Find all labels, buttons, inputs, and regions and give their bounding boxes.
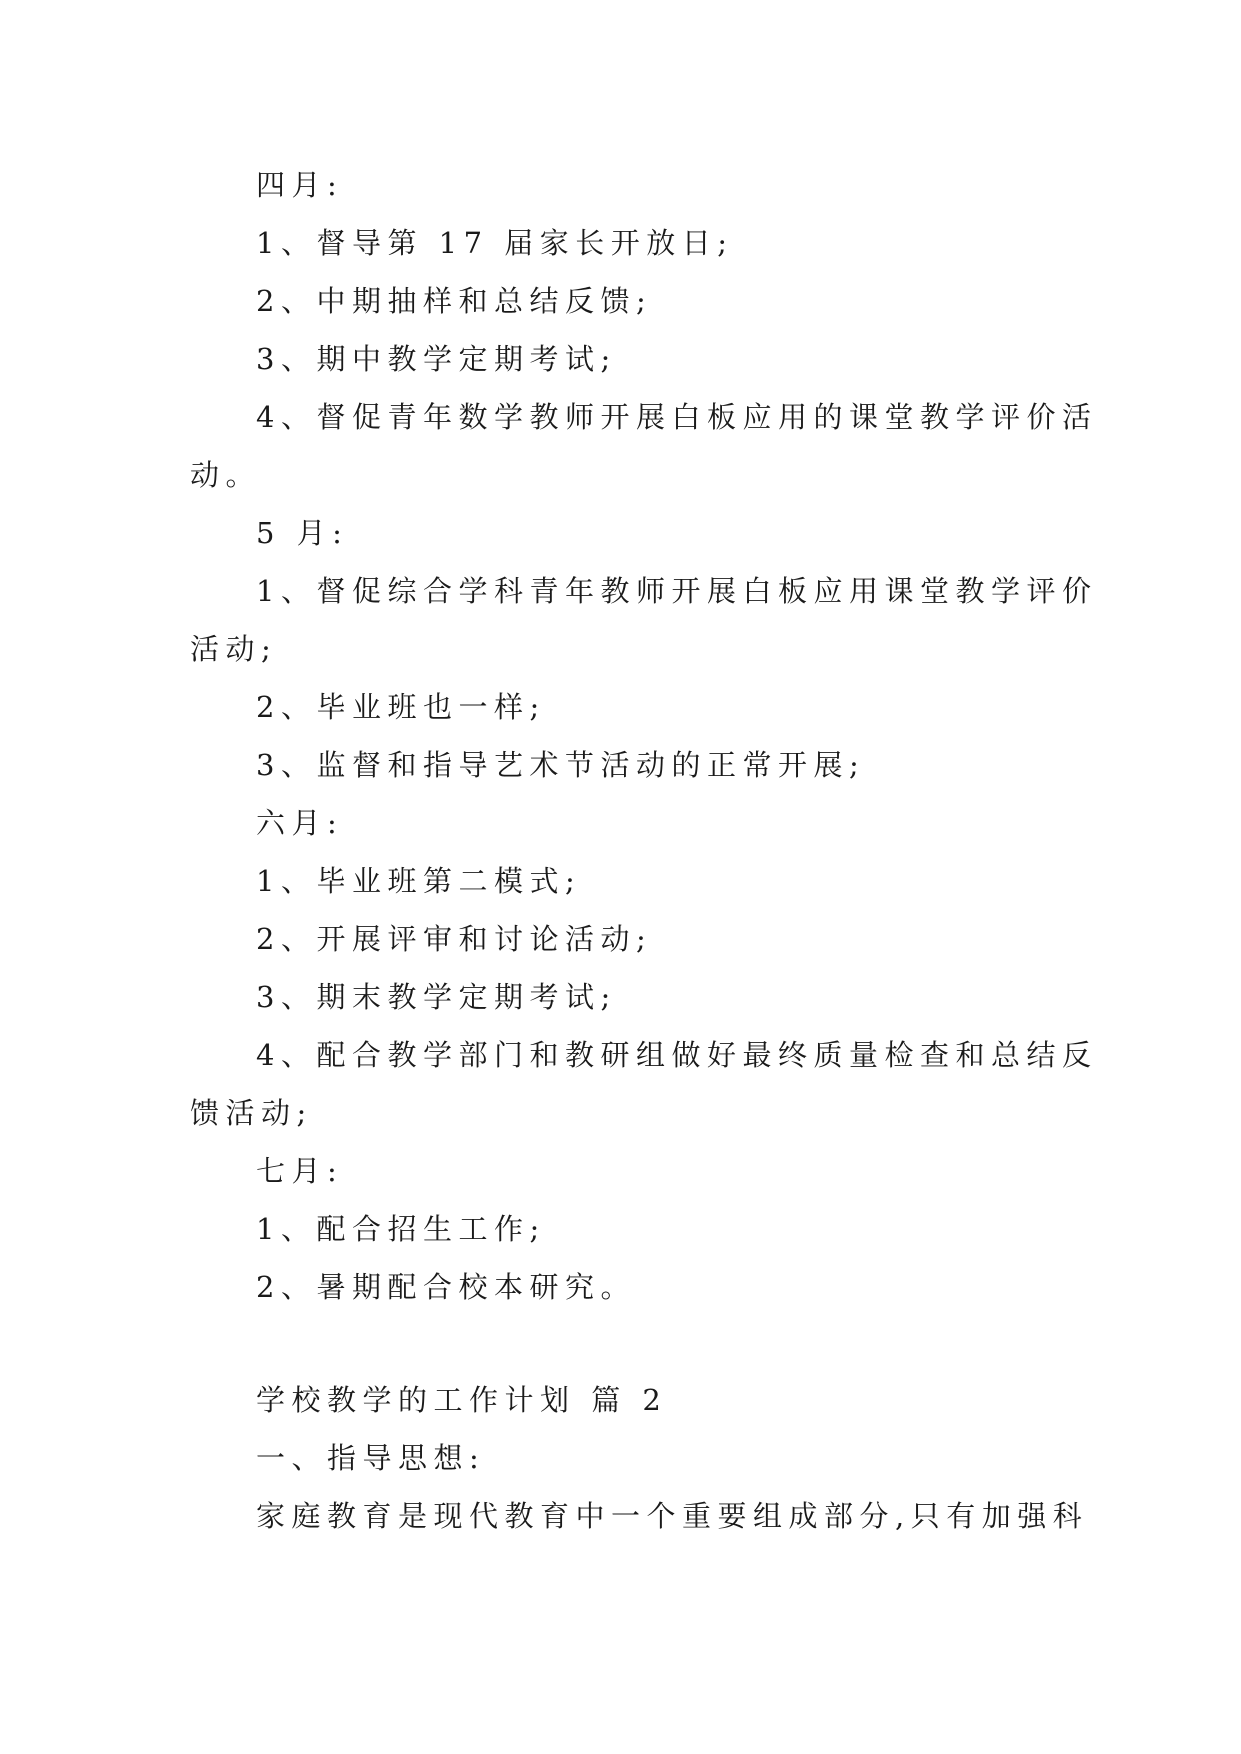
june-item-2: 2、开展评审和讨论活动; bbox=[256, 922, 653, 956]
may-item-2: 2、毕业班也一样; bbox=[256, 690, 546, 724]
may-heading: 5 月: bbox=[256, 516, 349, 550]
may-item-3: 3、监督和指导艺术节活动的正常开展; bbox=[256, 748, 866, 782]
june-heading: 六月: bbox=[256, 806, 344, 840]
april-item-2: 2、中期抽样和总结反馈; bbox=[256, 284, 653, 318]
june-item-1: 1、毕业班第二模式; bbox=[256, 864, 582, 898]
may-item-1-continuation: 活动; bbox=[190, 632, 278, 666]
april-heading: 四月: bbox=[256, 168, 344, 202]
section-2-title: 学校教学的工作计划 篇 2 bbox=[256, 1383, 668, 1417]
july-item-1: 1、配合招生工作; bbox=[256, 1212, 546, 1246]
june-item-3: 3、期末教学定期考试; bbox=[256, 980, 617, 1014]
section-2-subheading: 一、指导思想: bbox=[256, 1441, 486, 1475]
july-item-2: 2、暑期配合校本研究。 bbox=[256, 1270, 636, 1304]
july-heading: 七月: bbox=[256, 1154, 344, 1188]
april-item-4: 4、督促青年数学教师开展白板应用的课堂教学评价活 bbox=[256, 400, 1098, 434]
section-2-paragraph: 家庭教育是现代教育中一个重要组成部分,只有加强科 bbox=[256, 1499, 1089, 1533]
april-item-1: 1、督导第 17 届家长开放日; bbox=[256, 226, 734, 260]
june-item-4: 4、配合教学部门和教研组做好最终质量检查和总结反 bbox=[256, 1038, 1098, 1072]
may-item-1: 1、督促综合学科青年教师开展白板应用课堂教学评价 bbox=[256, 574, 1098, 608]
april-item-3: 3、期中教学定期考试; bbox=[256, 342, 617, 376]
june-item-4-continuation: 馈活动; bbox=[190, 1096, 313, 1130]
april-item-4-continuation: 动。 bbox=[190, 458, 262, 492]
